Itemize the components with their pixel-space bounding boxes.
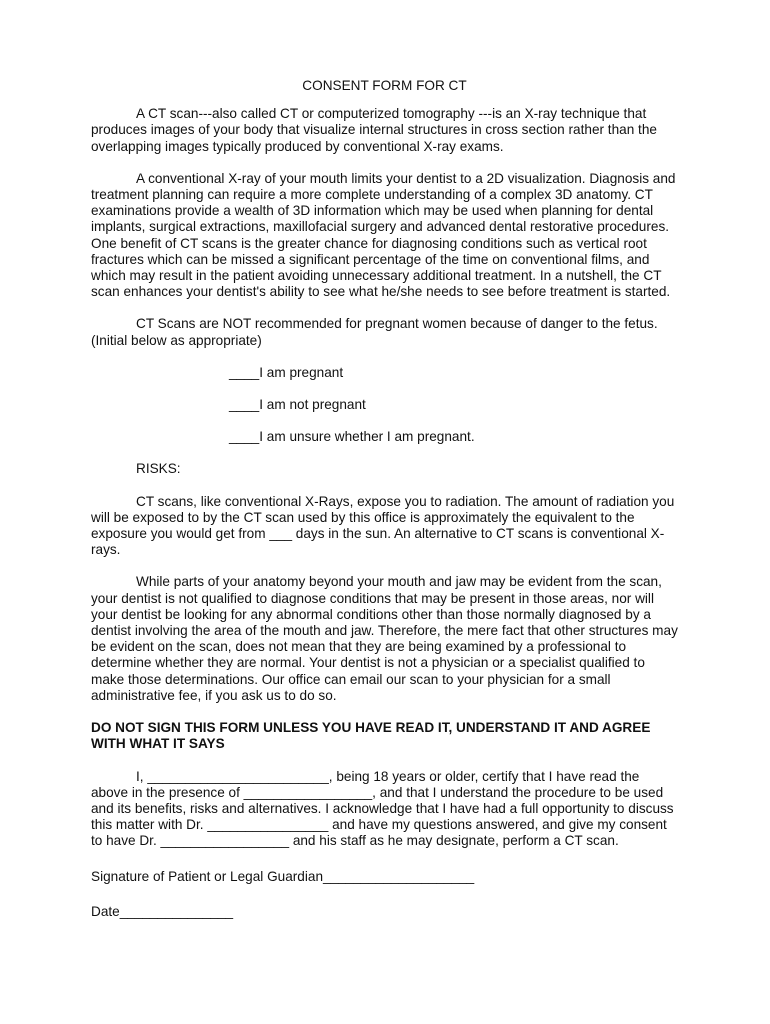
- anatomy-paragraph: While parts of your anatomy beyond your mouth and jaw may be evident from the scan, your dentist is not qualified to diagnose conditions that may be present in those areas, nor will your dentist be looking for any abnormal conditions other than those normally diagnosed by a dentist involving the area of the mouth and jaw. Therefore, the mere fact that other structures may be evident on the scan, does not mean that they are being examined by a professional to determine whether they are normal. Your dentist is not a physician or a specialist qualified to make those determinations. Our office can email our scan to your physician for a small administrative fee, if you ask us to do so.: [91, 574, 678, 703]
- date-line: Date_______________: [91, 903, 234, 919]
- option-pregnant: ____I am pregnant: [229, 364, 344, 380]
- benefits-paragraph: A conventional X-ray of your mouth limits your dentist to a 2D visualization. Diagnosis and treatment planning can require a more complete understanding of a complex 3D anatomy. CT examinations provide a wealth of 3D information which may be used when planning for dental implants, surgical extractions, maxillofacial surgery and advanced dental restorative procedures. One benefit of CT scans is the greater chance for diagnosing conditions such as vertical root fractures which can be missed a significant percentage of the time on conventional films, and which may result in the patient avoiding unnecessary additional treatment. In a nutshell, the CT scan enhances your dentist's ability to see what he/she needs to see before treatment is started.: [91, 170, 676, 300]
- option-not-pregnant: ____I am not pregnant: [229, 397, 366, 413]
- option-unsure: ____I am unsure whether I am pregnant.: [229, 429, 475, 445]
- consent-paragraph: I, ________________________, being 18 years or older, certify that I have read the above in the presence of _________________, and that I understand the procedure to be used and its benefits, risks and alternatives. I acknowledge that I have had a full opportunity to discuss this matter with Dr. ________________ and have my questions answered, and give my consent to have Dr. _________________ and his staff as he may designate, perform a CT scan.: [91, 768, 674, 849]
- risks-heading: RISKS:: [136, 461, 181, 477]
- form-title: CONSENT FORM FOR CT: [302, 78, 467, 93]
- pregnancy-paragraph: CT Scans are NOT recommended for pregnant women because of danger to the fetus. (Initial below as appropriate): [91, 316, 658, 348]
- intro-paragraph: A CT scan---also called CT or computerized tomography ---is an X-ray technique that produces images of your body that visualize internal structures in cross section rather than the overlapping images typically produced by conventional X-ray exams.: [91, 106, 657, 154]
- radiation-paragraph: CT scans, like conventional X-Rays, expose you to radiation. The amount of radiation you will be exposed to by the CT scan used by this office is approximately the equivalent to the exposure you would get from ___ days in the sun. An alternative to CT scans is conventional X-rays.: [91, 493, 675, 558]
- pregnancy-options: [229, 365, 678, 446]
- signature-line: Signature of Patient or Legal Guardian____________________: [91, 868, 475, 884]
- warning-heading: DO NOT SIGN THIS FORM UNLESS YOU HAVE READ IT, UNDERSTAND IT AND AGREE WITH WHAT IT SAYS: [91, 720, 651, 752]
